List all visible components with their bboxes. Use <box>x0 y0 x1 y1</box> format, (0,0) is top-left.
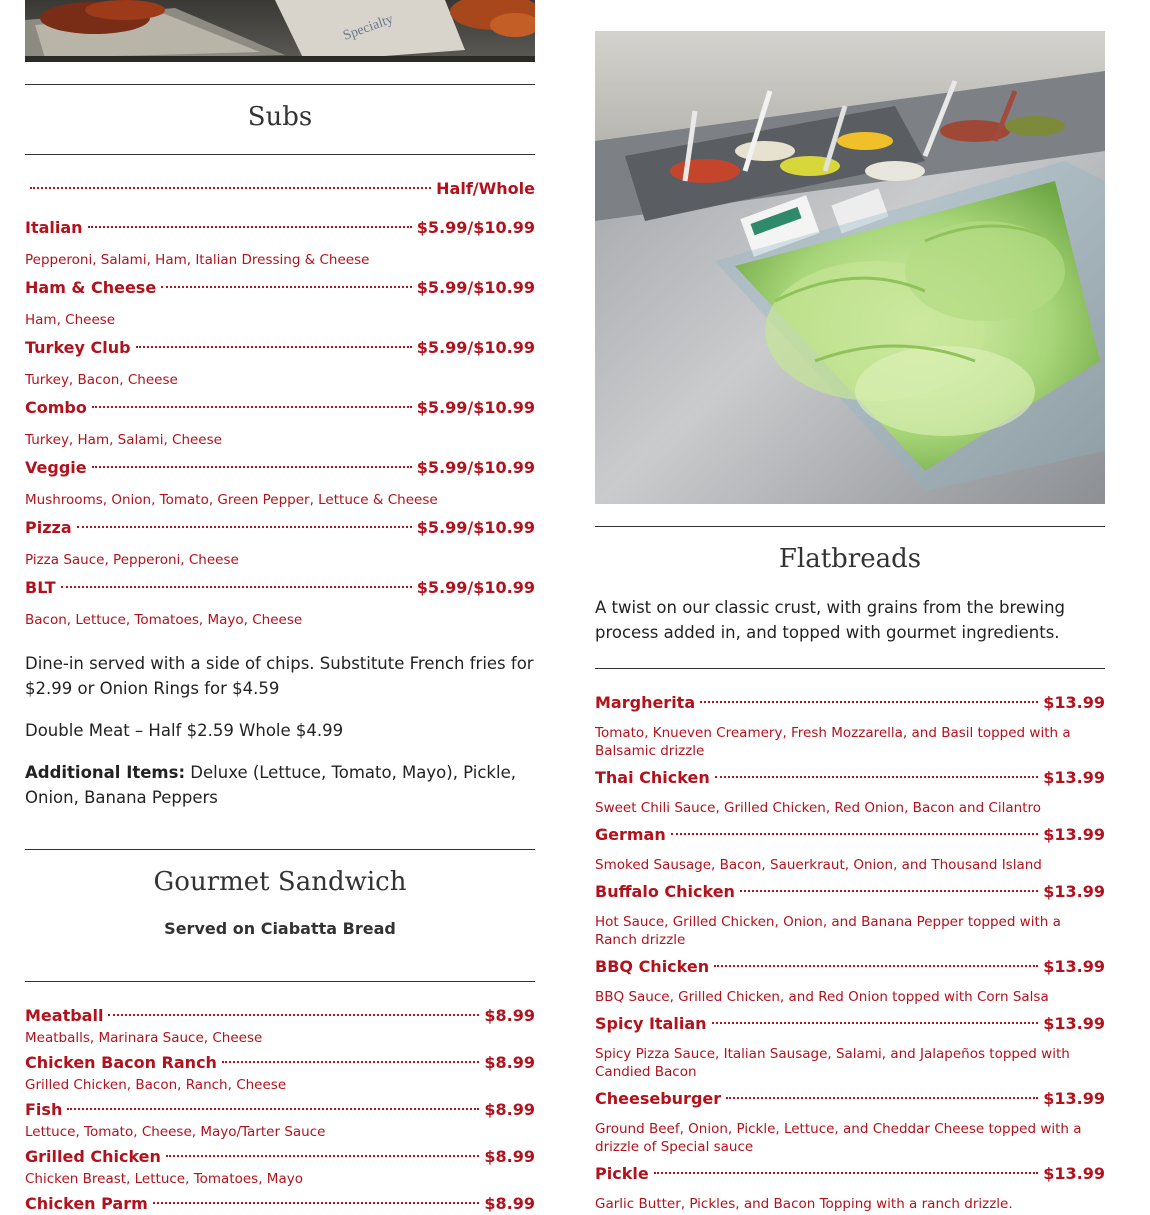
item-price: $5.99/$10.99 <box>416 278 535 297</box>
flatbreads-intro: A twist on our classic crust, with grains from the brewing process added in, and topped with gourmet ingredients. <box>595 598 1066 642</box>
menu-item-ham-cheese <box>25 278 535 298</box>
item-description: Smoked Sausage, Bacon, Sauerkraut, Onion, and Thousand Island <box>595 857 1042 873</box>
item-price: $13.99 <box>1043 882 1105 901</box>
menu-item-chicken-bacon-ranch <box>25 1053 535 1073</box>
leader-dots <box>61 586 412 588</box>
item-price: $8.99 <box>484 1147 535 1166</box>
wings-photo <box>25 0 535 62</box>
leader-dots <box>700 701 1038 703</box>
wings-photo-graphic <box>25 0 535 62</box>
menu-item-bbq-chicken <box>595 957 1105 977</box>
item-name: Fish <box>25 1100 63 1119</box>
leader-dots <box>67 1108 479 1110</box>
gourmet-title: Gourmet Sandwich <box>153 867 407 897</box>
flatbreads-bottom-rule <box>595 668 1105 669</box>
menu-item-pizza <box>25 518 535 538</box>
item-price: $5.99/$10.99 <box>416 458 535 477</box>
item-description: Garlic Butter, Pickles, and Bacon Topping with a ranch drizzle. <box>595 1196 1013 1212</box>
menu-item-cheeseburger <box>595 1089 1105 1109</box>
subs-title: Subs <box>247 102 313 132</box>
item-name: Meatball <box>25 1006 104 1025</box>
leader-dots <box>715 776 1039 778</box>
menu-item-turkey-club <box>25 338 535 358</box>
item-description: Meatballs, Marinara Sauce, Cheese <box>25 1030 263 1046</box>
item-description: Pepperoni, Salami, Ham, Italian Dressing & Cheese <box>25 252 370 268</box>
item-price: $13.99 <box>1043 957 1105 976</box>
menu-item-grilled-chicken <box>25 1147 535 1167</box>
leader-dots <box>222 1061 479 1063</box>
svg-text:Specialty: Specialty <box>341 11 396 44</box>
sides-note: Dine-in served with a side of chips. Substitute French fries for $2.99 or Onion Rings for $4.59 <box>25 654 534 698</box>
item-name: BLT <box>25 578 56 597</box>
menu-item-chicken-parm <box>25 1194 535 1214</box>
leader-dots <box>671 833 1039 835</box>
item-name: Veggie <box>25 458 87 477</box>
leader-dots <box>166 1155 479 1157</box>
menu-item-buffalo-chicken <box>595 882 1105 902</box>
item-price: $5.99/$10.99 <box>416 338 535 357</box>
item-name: Italian <box>25 218 83 237</box>
additional-items-label: Additional Items: <box>25 763 186 782</box>
item-description: Tomato, Knueven Creamery, Fresh Mozzarella, and Basil topped with a Balsamic drizzle <box>595 725 1071 759</box>
item-description: Sweet Chili Sauce, Grilled Chicken, Red Onion, Bacon and Cilantro <box>595 800 1041 816</box>
item-description: Hot Sauce, Grilled Chicken, Onion, and Banana Pepper topped with a Ranch drizzle <box>595 914 1061 948</box>
menu-item-german <box>595 825 1105 845</box>
item-description: Chicken Breast, Lettuce, Tomatoes, Mayo <box>25 1171 303 1187</box>
salad-bar-graphic <box>595 31 1105 504</box>
item-name: German <box>595 825 666 844</box>
item-name: Chicken Bacon Ranch <box>25 1053 217 1072</box>
flatbreads-title: Flatbreads <box>778 544 922 574</box>
menu-item-spicy-italian <box>595 1014 1105 1034</box>
additional-items-note <box>25 760 535 810</box>
item-name: Spicy Italian <box>595 1014 707 1033</box>
item-price: $13.99 <box>1043 1014 1105 1033</box>
leader-dots <box>726 1097 1038 1099</box>
item-name: Turkey Club <box>25 338 131 357</box>
item-name: Chicken Parm <box>25 1194 148 1213</box>
item-description: BBQ Sauce, Grilled Chicken, and Red Onion topped with Corn Salsa <box>595 989 1049 1005</box>
size-label: Half/Whole <box>436 179 535 198</box>
item-price: $5.99/$10.99 <box>416 518 535 537</box>
item-name: BBQ Chicken <box>595 957 710 976</box>
menu-item-meatball <box>25 1006 535 1026</box>
menu-item-margherita <box>595 693 1105 713</box>
item-price: $8.99 <box>484 1194 535 1213</box>
gourmet-bottom-rule <box>25 981 535 982</box>
item-price: $13.99 <box>1043 825 1105 844</box>
item-description: Bacon, Lettuce, Tomatoes, Mayo, Cheese <box>25 612 303 628</box>
leader-dots <box>740 890 1038 892</box>
menu-item-blt <box>25 578 535 598</box>
leader-dots <box>161 286 412 288</box>
item-name: Cheeseburger <box>595 1089 722 1108</box>
item-description: Spicy Pizza Sauce, Italian Sausage, Salami, and Jalapeños topped with Candied Bacon <box>595 1046 1070 1080</box>
item-price: $5.99/$10.99 <box>416 218 535 237</box>
leader-dots <box>92 466 412 468</box>
gourmet-subtitle: Served on Ciabatta Bread <box>164 919 396 938</box>
menu-item-combo <box>25 398 535 418</box>
menu-item-fish <box>25 1100 535 1120</box>
item-price: $13.99 <box>1043 693 1105 712</box>
leader-dots <box>654 1172 1039 1174</box>
item-name: Pizza <box>25 518 72 537</box>
leader-dots <box>712 1022 1039 1024</box>
leader-dots <box>153 1202 480 1204</box>
item-name: Pickle <box>595 1164 649 1183</box>
leader-dots <box>714 965 1038 967</box>
leader-dots <box>92 406 412 408</box>
item-price: $13.99 <box>1043 1089 1105 1108</box>
item-price: $8.99 <box>484 1053 535 1072</box>
item-price: $8.99 <box>484 1100 535 1119</box>
menu-item-italian <box>25 218 535 238</box>
item-price: $5.99/$10.99 <box>416 578 535 597</box>
item-description: Turkey, Bacon, Cheese <box>25 372 178 388</box>
item-name: Combo <box>25 398 87 417</box>
item-description: Mushrooms, Onion, Tomato, Green Pepper, Lettuce & Cheese <box>25 492 438 508</box>
subs-top-rule <box>25 84 535 85</box>
subs-size-header <box>25 179 535 199</box>
additional-items-text: Deluxe (Lettuce, Tomato, Mayo), Pickle, Onion, Banana Peppers <box>25 763 516 807</box>
leader-dots <box>77 526 412 528</box>
item-name: Margherita <box>595 693 696 712</box>
menu-item-veggie <box>25 458 535 478</box>
flatbreads-top-rule <box>595 526 1105 527</box>
item-name: Thai Chicken <box>595 768 710 787</box>
item-description: Grilled Chicken, Bacon, Ranch, Cheese <box>25 1077 287 1093</box>
gourmet-top-rule <box>25 849 535 850</box>
item-description: Pizza Sauce, Pepperoni, Cheese <box>25 552 239 568</box>
item-description: Ground Beef, Onion, Pickle, Lettuce, and Cheddar Cheese topped with a drizzle of Special sauce <box>595 1121 1082 1155</box>
item-price: $13.99 <box>1043 768 1105 787</box>
item-description: Lettuce, Tomato, Cheese, Mayo/Tarter Sauce <box>25 1124 326 1140</box>
item-name: Grilled Chicken <box>25 1147 161 1166</box>
leader-dots <box>30 187 431 189</box>
item-name: Buffalo Chicken <box>595 882 735 901</box>
item-price: $13.99 <box>1043 1164 1105 1183</box>
item-description: Turkey, Ham, Salami, Cheese <box>25 432 222 448</box>
item-price: $8.99 <box>484 1006 535 1025</box>
leader-dots <box>108 1014 479 1016</box>
menu-item-pickle <box>595 1164 1105 1184</box>
salad-bar-photo <box>595 31 1105 504</box>
subs-bottom-rule <box>25 154 535 155</box>
double-meat-note: Double Meat – Half $2.59 Whole $4.99 <box>25 721 344 740</box>
leader-dots <box>136 346 412 348</box>
item-name: Ham & Cheese <box>25 278 157 297</box>
menu-item-thai-chicken <box>595 768 1105 788</box>
item-description: Ham, Cheese <box>25 312 116 328</box>
item-price: $5.99/$10.99 <box>416 398 535 417</box>
leader-dots <box>88 226 412 228</box>
